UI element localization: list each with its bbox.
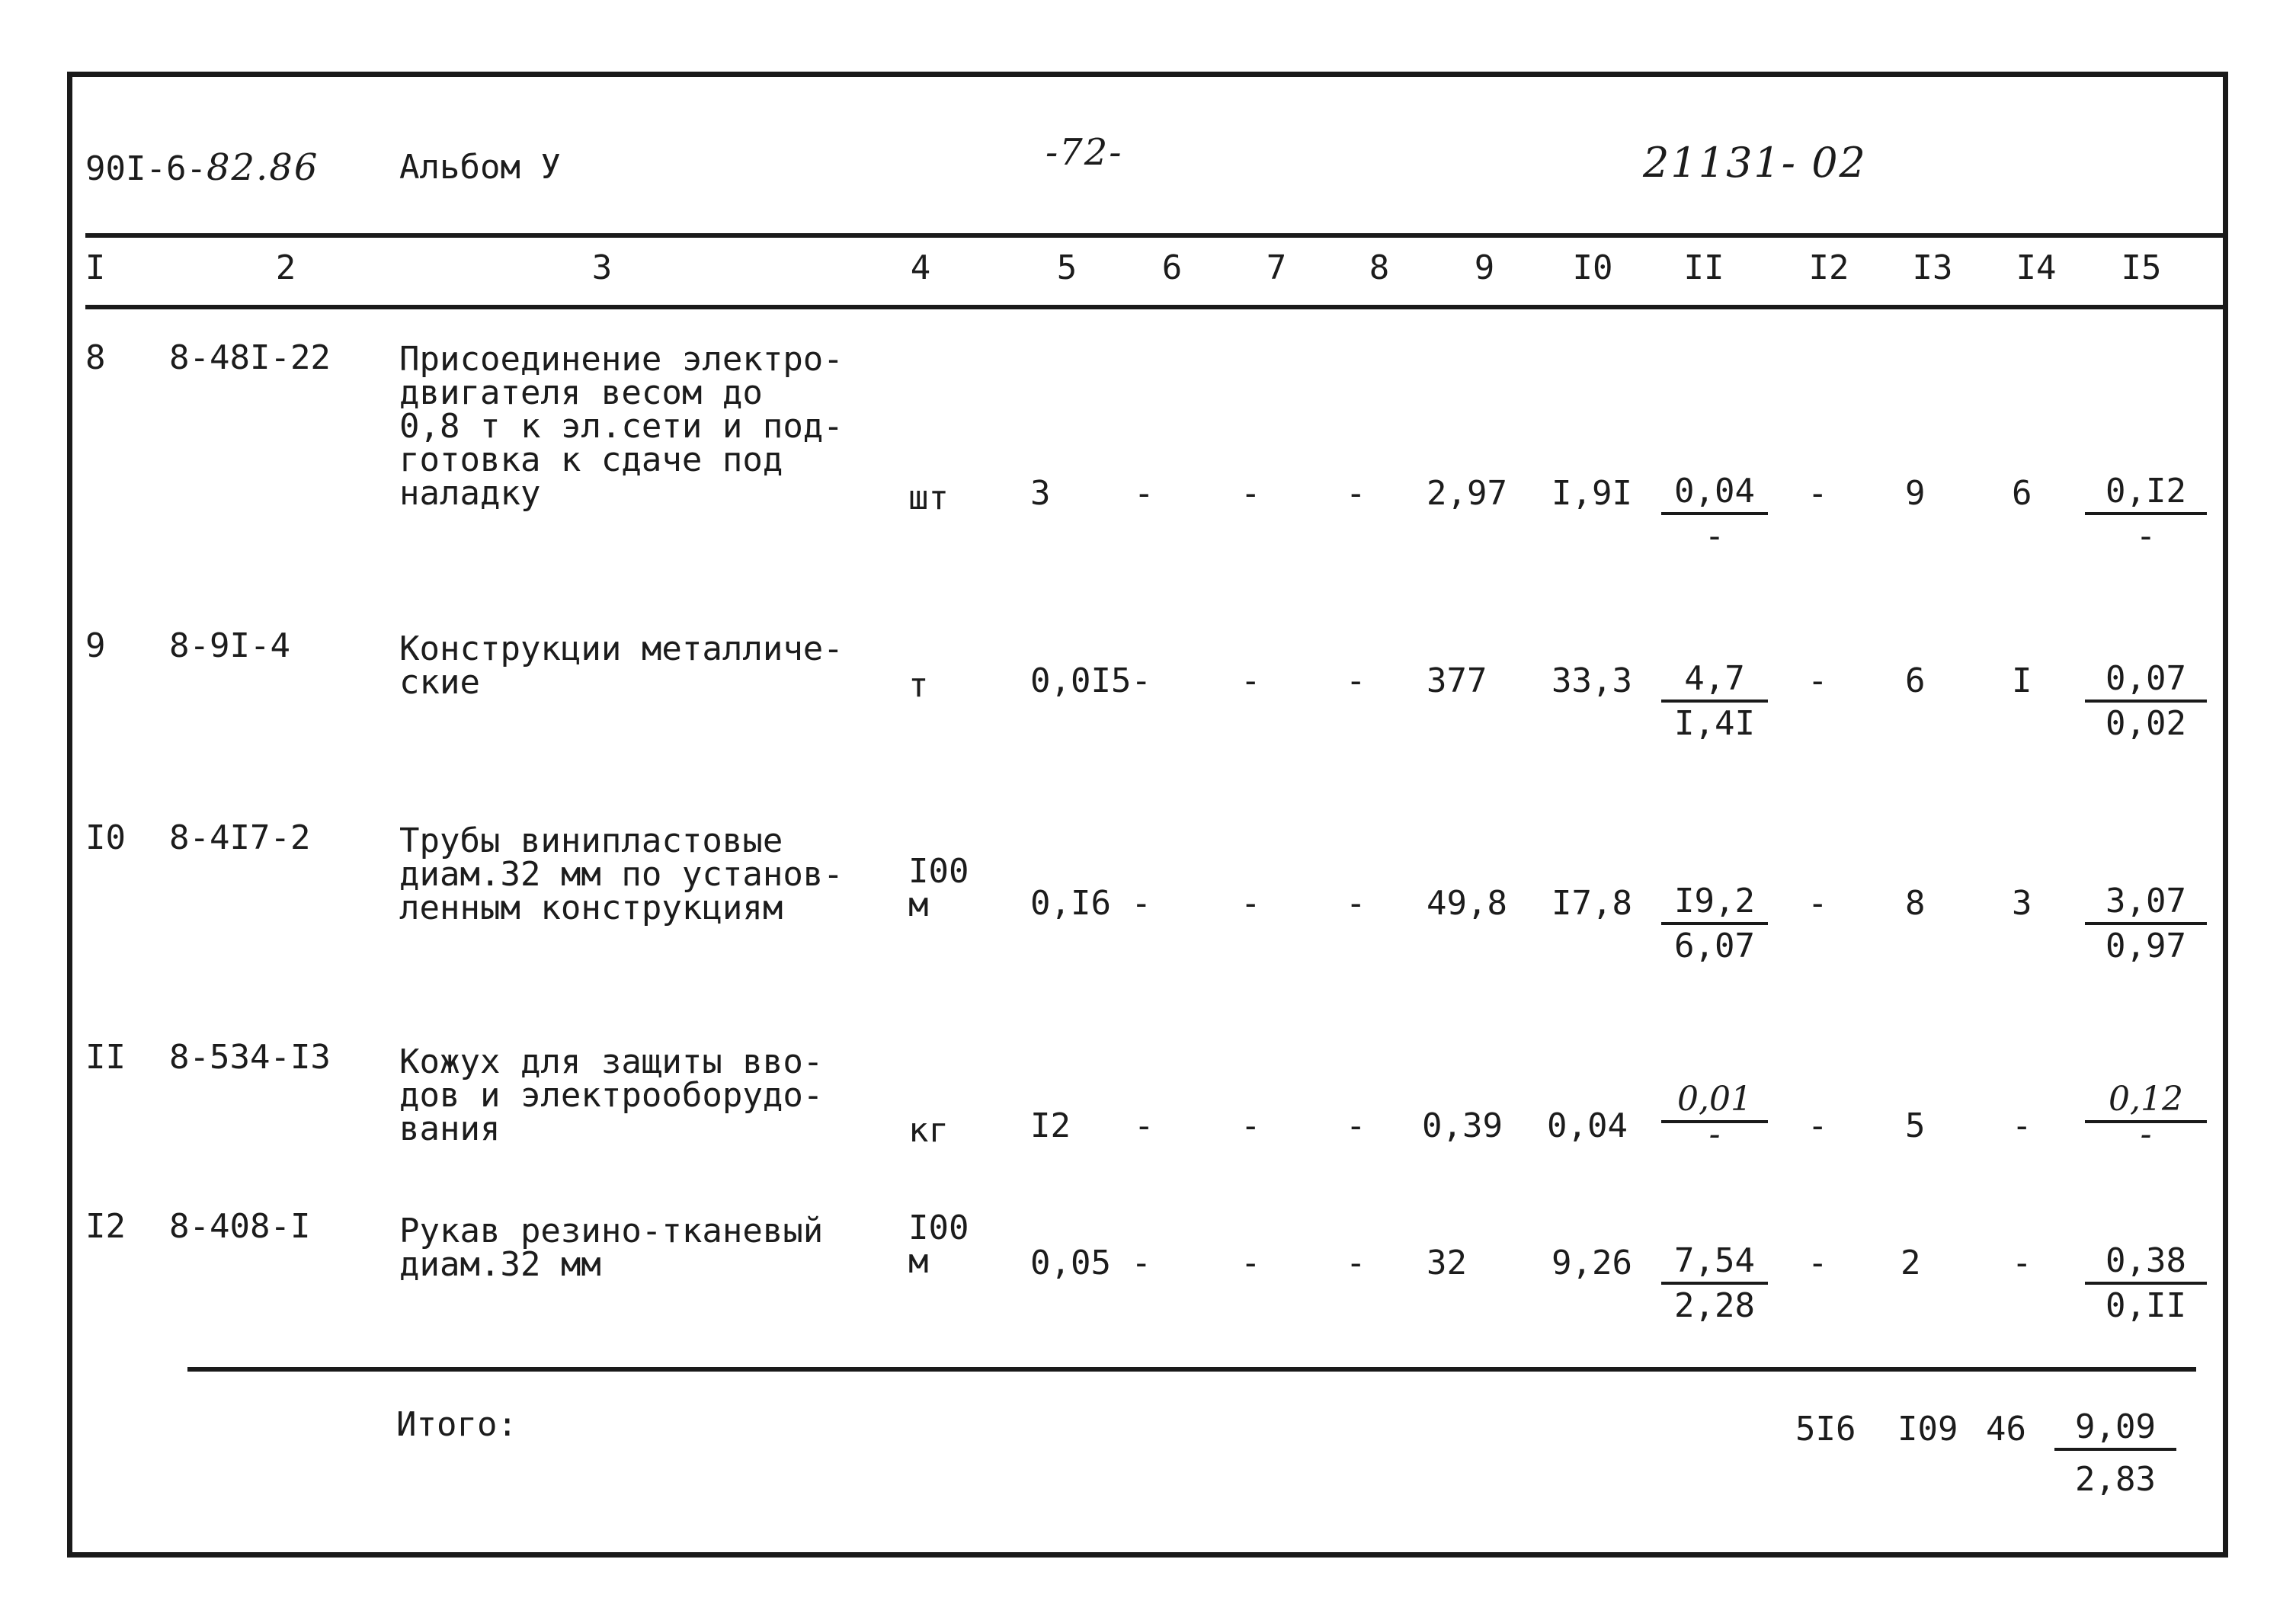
col-10: I,9I	[1551, 474, 1632, 513]
quantity: 0,I6 -	[1030, 884, 1151, 923]
col-11-numerator: I9,2	[1661, 882, 1768, 925]
col-num-15: I5	[2121, 248, 2162, 287]
col-6: -	[1134, 474, 1154, 513]
col-15-numerator: 3,07	[2085, 882, 2207, 925]
album-title: Альбом У	[399, 148, 561, 187]
col-8: -	[1346, 1244, 1366, 1282]
col-num-2: 2	[275, 248, 296, 287]
col-14: -	[2012, 1106, 2032, 1145]
row-number: II	[85, 1038, 126, 1077]
col-num-12: I2	[1808, 248, 1849, 287]
col-7: -	[1241, 884, 1261, 923]
header-rule-bottom	[85, 305, 2227, 309]
page-frame	[67, 72, 2228, 1558]
col-15-denominator: 0,02	[2105, 704, 2186, 743]
quantity: 0,0I5-	[1030, 661, 1151, 700]
col-num-13: I3	[1912, 248, 1953, 287]
col-15-fraction	[2085, 1242, 2207, 1327]
col-15-fraction	[2085, 472, 2207, 558]
col-num-5: 5	[1056, 248, 1078, 287]
col-14: 6	[2012, 474, 2032, 513]
work-description: Конструкции металличе- ские	[399, 629, 844, 702]
col-11-denominator: 2,28	[1674, 1286, 1755, 1325]
rate-code: 8-48I-22	[169, 338, 331, 377]
col-13: 2	[1901, 1244, 1921, 1282]
unit: I00 м	[908, 1209, 969, 1281]
col-9: 49,8	[1427, 884, 1507, 923]
unit: т	[908, 666, 929, 705]
col-11-numerator: 0,01	[1661, 1081, 1768, 1123]
work-description: Рукав резино-тканевый диам.32 мм	[399, 1212, 824, 1284]
total-label: Итого:	[396, 1405, 517, 1444]
col-num-8: 8	[1369, 248, 1390, 287]
document-code: 21131- 02	[1643, 139, 1867, 187]
col-num-6: 6	[1161, 248, 1183, 287]
col-num-4: 4	[910, 248, 931, 287]
work-description: Кожух для защиты вво- дов и электрооборудо- вания	[399, 1042, 824, 1148]
unit: кг	[908, 1111, 949, 1150]
col-12: -	[1808, 661, 1828, 700]
unit: шт	[908, 479, 949, 517]
col-11-denominator: I,4I	[1674, 704, 1755, 743]
col-num-9: 9	[1474, 248, 1495, 287]
total-col-13: I09	[1897, 1410, 1958, 1449]
col-12: -	[1808, 1244, 1828, 1282]
col-10: I7,8	[1551, 884, 1632, 923]
col-num-7: 7	[1266, 248, 1287, 287]
col-9: 2,97	[1427, 474, 1507, 513]
col-15-denominator: -	[2140, 1115, 2152, 1154]
col-11-numerator: 0,04	[1661, 472, 1768, 515]
row-number: I2	[85, 1207, 126, 1246]
col-15-numerator: 0,I2	[2085, 472, 2207, 515]
rate-code: 8-408-I	[169, 1207, 311, 1246]
rate-code: 8-9I-4	[169, 626, 290, 665]
col-11-fraction	[1661, 660, 1768, 745]
col-8: -	[1346, 884, 1366, 923]
row-number: 8	[85, 338, 106, 377]
total-col-15-numerator: 9,09	[2054, 1408, 2176, 1451]
project-code: 90I-6-82.86	[85, 146, 319, 189]
col-num-10: I0	[1572, 248, 1613, 287]
col-num-11: II	[1683, 248, 1724, 287]
col-11-numerator: 4,7	[1661, 660, 1768, 703]
col-11-denominator: -	[1704, 517, 1725, 555]
col-13: 9	[1905, 474, 1926, 513]
col-14: -	[2012, 1244, 2032, 1282]
col-10: 9,26	[1551, 1244, 1632, 1282]
col-6: -	[1134, 1106, 1154, 1145]
col-11-fraction	[1661, 882, 1768, 968]
row-number: 9	[85, 626, 106, 665]
col-9: 32	[1427, 1244, 1467, 1282]
col-11-fraction	[1661, 1242, 1768, 1327]
col-8: -	[1346, 661, 1366, 700]
col-12: -	[1808, 884, 1828, 923]
col-7: -	[1241, 661, 1261, 700]
total-col-15-fraction	[2054, 1408, 2176, 1509]
total-rule	[187, 1367, 2196, 1372]
col-13: 8	[1905, 884, 1926, 923]
col-7: -	[1241, 1244, 1261, 1282]
unit: I00 м	[908, 852, 969, 924]
col-15-numerator: 0,12	[2085, 1081, 2207, 1123]
work-description: Трубы винипластовые диам.32 мм по установ- ленным конструкциям	[399, 821, 844, 927]
col-7: -	[1241, 1106, 1261, 1145]
col-15-numerator: 0,38	[2085, 1242, 2207, 1285]
col-11-fraction	[1661, 472, 1768, 558]
project-code-handwritten: 82.86	[206, 146, 319, 189]
col-12: -	[1808, 474, 1828, 513]
col-num-3: 3	[591, 248, 613, 287]
col-9: 0,39	[1422, 1106, 1503, 1145]
col-15-fraction	[2085, 1080, 2207, 1154]
col-13: 6	[1905, 661, 1926, 700]
rate-code: 8-534-I3	[169, 1038, 331, 1077]
col-13: 5	[1905, 1106, 1926, 1145]
col-11-denominator: 6,07	[1674, 927, 1755, 965]
quantity: 3	[1030, 474, 1051, 513]
rate-code: 8-4I7-2	[169, 818, 311, 857]
col-15-denominator: 0,II	[2105, 1286, 2186, 1325]
col-11-numerator: 7,54	[1661, 1242, 1768, 1285]
row-number: I0	[85, 818, 126, 857]
col-11-denominator: -	[1708, 1115, 1721, 1154]
col-12: -	[1808, 1106, 1828, 1145]
col-15-fraction	[2085, 660, 2207, 745]
col-15-fraction	[2085, 882, 2207, 968]
col-15-denominator: -	[2135, 517, 2157, 555]
header-rule-top	[85, 233, 2227, 238]
total-col-12: 5I6	[1795, 1410, 1856, 1449]
total-col-14: 46	[1986, 1410, 2026, 1449]
quantity: I2	[1030, 1106, 1071, 1145]
col-10: 33,3	[1551, 661, 1632, 700]
col-15-denominator: 0,97	[2105, 927, 2186, 965]
col-num-1: I	[85, 248, 106, 287]
col-8: -	[1346, 474, 1366, 513]
col-14: I	[2012, 661, 2032, 700]
quantity: 0,05 -	[1030, 1244, 1151, 1282]
col-9: 377	[1427, 661, 1487, 700]
col-15-numerator: 0,07	[2085, 660, 2207, 703]
work-description: Присоединение электро- двигателя весом до 0,8 т к эл.сети и под- готовка к сдаче под наладку	[399, 340, 844, 513]
col-8: -	[1346, 1106, 1366, 1145]
col-10: 0,04	[1547, 1106, 1628, 1145]
col-num-14: I4	[2016, 248, 2057, 287]
page-number: -72-	[1046, 131, 1123, 174]
col-14: 3	[2012, 884, 2032, 923]
total-col-15-denominator: 2,83	[2075, 1460, 2156, 1499]
col-7: -	[1241, 474, 1261, 513]
col-11-fraction	[1661, 1080, 1768, 1154]
